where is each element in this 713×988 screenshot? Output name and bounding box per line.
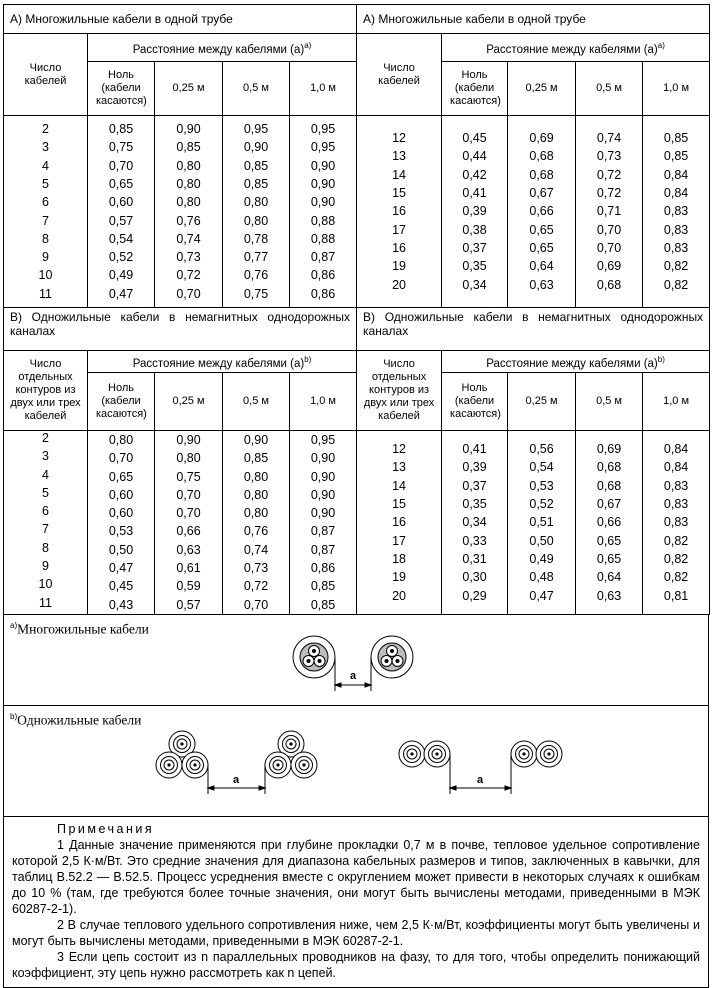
table-cell-value: 0,87: [310, 542, 336, 557]
table-cell-value: 0,56: [529, 442, 554, 457]
table-cell-value: 0,47: [108, 561, 134, 576]
col-zero-header: Ноль (кабели касаются): [442, 62, 508, 116]
notes-title: Примечания: [57, 821, 155, 836]
table-cell-value: 0,65: [529, 222, 554, 237]
table-cell-value: 0,86: [310, 561, 336, 576]
distance-header-text: Расстояние между кабелями (a): [132, 43, 305, 56]
table-cell-value: 0,75: [243, 286, 269, 301]
table-cell-value: 0,80: [176, 176, 201, 191]
table-cell-value: 0,85: [243, 451, 269, 466]
table-cell-value: 0,90: [310, 506, 336, 521]
table-cell-value: 0,67: [596, 497, 622, 512]
value-column-05: [223, 431, 290, 615]
table-cell-value: 0,86: [310, 268, 336, 283]
table-cell-value: 0,83: [663, 478, 689, 493]
footnote-ref-a: a): [304, 40, 312, 50]
table-cell-value: 0,90: [176, 122, 201, 137]
table-cell-value: 0,76: [176, 213, 201, 228]
table-cell-value: 0,37: [462, 240, 487, 255]
figure-multicore: [3, 615, 709, 706]
value-column-025: [155, 116, 223, 308]
table-cell-value: 0,85: [663, 131, 689, 146]
table-cell-value: 17: [392, 222, 406, 237]
note-2: 2 В случае теплового удельного сопротивления ниже, чем 2,5 К·м/Вт, коэффициенты могут быть увеличены и могут быть вычислены методами, приведенными в МЭК 60287-2-1.: [12, 917, 700, 948]
single-core-cable: [399, 741, 425, 767]
table-cell-value: 0,68: [596, 478, 622, 493]
table-cell-value: 0,90: [243, 433, 269, 447]
circuit-count-header-right: Число отдельных контуров из двух или трех кабелей: [357, 351, 442, 431]
table-cell-value: 0,85: [108, 122, 134, 137]
table-cell-value: 0,70: [596, 222, 622, 237]
distance-header-right: [442, 34, 710, 62]
table-cell-value: 0,83: [663, 515, 689, 530]
footnote-ref-b: b): [657, 354, 665, 364]
table-cell-value: 0,72: [176, 268, 201, 283]
table-cell-value: 0,65: [108, 469, 134, 484]
table-cell-value: 0,74: [176, 231, 201, 246]
table-cell-value: 5: [42, 176, 49, 191]
table-cell-value: 10: [38, 577, 53, 592]
table-cell-value: 0,83: [663, 497, 689, 512]
table-cell-value: 0,66: [176, 524, 201, 539]
table-cell-value: 0,47: [108, 286, 134, 301]
table-cell-value: 0,77: [243, 250, 269, 265]
table-cell-value: 0,88: [310, 231, 336, 246]
table-cell-value: 3: [42, 140, 49, 155]
col-025-header: 0,25 м: [508, 62, 576, 116]
circuit-count-column: [4, 431, 88, 615]
distance-header-text: Расстояние между кабелями (a): [132, 357, 305, 370]
table-cell-value: 0,80: [176, 195, 201, 210]
col-10-header: 1,0 м: [643, 373, 710, 431]
col-025-header: 0,25 м: [155, 62, 223, 116]
col-10-header: 1,0 м: [643, 62, 710, 116]
table-cell-value: 0,80: [243, 213, 269, 228]
table-cell-value: 0,74: [596, 131, 622, 146]
table-cell-value: 6: [42, 195, 49, 210]
table-cell-value: 0,54: [529, 460, 554, 475]
singlecore-cable-drawing: [4, 706, 708, 816]
section-a-title-left: А) Многожильные кабели в одной трубе: [4, 5, 357, 34]
table-cell-value: 14: [392, 478, 406, 493]
document-page: [3, 4, 709, 988]
table-cell-value: 0,65: [108, 176, 134, 191]
table-cell-value: 0,57: [108, 213, 134, 228]
col-025-header: 0,25 м: [155, 373, 223, 431]
table-cell-value: 0,39: [462, 204, 487, 219]
distance-header-left: [88, 34, 357, 62]
table-cell-value: 0,51: [529, 515, 554, 530]
table-cell-value: 0,29: [462, 588, 487, 603]
table-cell-value: 0,64: [529, 259, 554, 274]
table-cell-value: 0,63: [529, 277, 554, 292]
table-cell-value: 3: [42, 449, 49, 464]
value-column-10: [290, 116, 357, 308]
table-cell-value: 0,48: [529, 570, 554, 585]
table-cell-value: 0,70: [243, 597, 269, 612]
table-cell-value: 0,80: [176, 158, 201, 173]
table-cell-value: 4: [42, 467, 49, 482]
col-zero-header: Ноль (кабели касаются): [88, 373, 155, 431]
table-cell-value: 0,49: [108, 268, 134, 283]
table-cell-value: 16: [392, 240, 406, 255]
col-zero-header: Ноль (кабели касаются): [442, 373, 508, 431]
table-cell-value: 0,70: [108, 158, 134, 173]
table-cell-value: 0,35: [462, 497, 487, 512]
single-core-cable: [182, 752, 208, 778]
table-cell-value: 11: [39, 286, 52, 301]
table-cell-value: 0,78: [243, 231, 269, 246]
value-column-025: [508, 431, 576, 615]
table-cell-value: 0,42: [462, 167, 487, 182]
table-cell-value: 0,75: [176, 469, 201, 484]
table-cell-value: 13: [392, 149, 406, 164]
table-cell-value: 0,81: [663, 588, 689, 603]
table-cell-value: 16: [392, 204, 406, 219]
table-cell-value: 0,85: [310, 579, 336, 594]
table-cell-value: 6: [42, 504, 49, 519]
table-cell-value: 0,85: [176, 140, 201, 155]
table-cell-value: 16: [392, 515, 406, 530]
table-cell-value: 0,86: [310, 286, 336, 301]
table-cell-value: 0,95: [310, 140, 336, 155]
table-cell-value: 0,82: [663, 551, 689, 566]
table-cell-value: 0,90: [176, 433, 201, 447]
table-cell-value: 0,52: [108, 250, 134, 265]
table-cell-value: 0,70: [176, 487, 201, 502]
table-cell-value: 0,33: [462, 533, 487, 548]
circuit-count-header-left: Число отдельных контуров из двух или трех кабелей: [4, 351, 88, 431]
table-cell-value: 0,76: [243, 268, 269, 283]
table-cell-value: 0,87: [310, 250, 336, 265]
cable-count-header-right: Число кабелей: [357, 34, 442, 116]
distance-header-left: [88, 351, 357, 373]
single-core-cable: [424, 741, 450, 767]
table-cell-value: 0,95: [310, 122, 336, 137]
col-05-header: 0,5 м: [223, 62, 290, 116]
table-cell-value: 0,70: [108, 451, 134, 466]
table-cell-value: 0,69: [596, 442, 622, 457]
table-cell-value: 5: [42, 485, 49, 500]
table-cell-value: 0,85: [243, 158, 269, 173]
table-cell-value: 0,60: [108, 195, 134, 210]
table-cell-value: 0,80: [243, 487, 269, 502]
table-cell-value: 0,90: [310, 451, 336, 466]
table-cell-value: 0,95: [310, 433, 336, 447]
table-cell-value: 8: [42, 540, 49, 555]
table-cell-value: 0,37: [462, 478, 487, 493]
table-cell-value: 0,85: [243, 176, 269, 191]
table-cell-value: 0,85: [310, 597, 336, 612]
table-cell-value: 0,61: [176, 561, 201, 576]
table-cell-value: 0,70: [176, 286, 201, 301]
table-cell-value: 9: [42, 559, 49, 574]
table-cell-value: 0,31: [462, 551, 487, 566]
table-cell-value: 0,30: [462, 570, 487, 585]
table-cell-value: 4: [42, 158, 49, 173]
section-b-title-right: В) Одножильные кабели в немагнитных однодорожных каналах: [357, 308, 710, 351]
table-cell-value: 19: [392, 259, 406, 274]
table-cell-value: 0,49: [529, 551, 554, 566]
table-cell-value: 0,87: [310, 524, 336, 539]
single-core-cable: [511, 741, 537, 767]
table-cell-value: 0,67: [529, 186, 554, 201]
col-10-header: 1,0 м: [290, 373, 357, 431]
table-cell-value: 0,73: [596, 149, 622, 164]
col-05-header: 0,5 м: [576, 62, 643, 116]
table-cell-value: 0,95: [243, 122, 269, 137]
table-cell-value: 14: [392, 167, 406, 182]
table-cell-value: 0,65: [596, 533, 622, 548]
table-cell-value: 0,82: [663, 277, 689, 292]
dimension-label-a: a: [349, 669, 357, 682]
table-cell-value: 0,69: [596, 259, 622, 274]
table-cell-value: 0,84: [663, 442, 689, 457]
table-cell-value: 0,52: [529, 497, 554, 512]
table-cell-value: 0,53: [529, 478, 554, 493]
table-cell-value: 0,82: [663, 570, 689, 585]
table-cell-value: 7: [42, 213, 49, 228]
table-cell-value: 0,41: [462, 442, 487, 457]
dimension-label-a: a: [476, 773, 484, 786]
table-cell-value: 0,68: [596, 460, 622, 475]
value-column-10: [643, 116, 710, 308]
table-cell-value: 0,60: [108, 506, 134, 521]
table-cell-value: 0,44: [462, 149, 487, 164]
table-cell-value: 0,83: [663, 204, 689, 219]
table-cell-value: 0,39: [462, 460, 487, 475]
table-cell-value: 0,65: [596, 551, 622, 566]
table-cell-value: 0,76: [243, 524, 269, 539]
table-cell-value: 17: [392, 533, 406, 548]
circuit-count-column: [357, 431, 442, 615]
table-cell-value: 19: [392, 570, 406, 585]
table-cell-value: 0,34: [462, 277, 487, 292]
table-cell-value: 0,54: [108, 231, 134, 246]
table-cell-value: 12: [392, 442, 406, 457]
value-column-10: [290, 431, 357, 615]
single-core-cable: [265, 752, 291, 778]
table-cell-value: 0,68: [596, 277, 622, 292]
col-05-header: 0,5 м: [576, 373, 643, 431]
col-025-header: 0,25 м: [508, 373, 576, 431]
section-a-title-right: А) Многожильные кабели в одной трубе: [357, 5, 710, 34]
cable-count-column: [4, 116, 88, 308]
value-column-05: [576, 116, 643, 308]
distance-header-text: Расстояние между кабелями (a): [486, 43, 658, 56]
table-cell-value: 0,82: [663, 533, 689, 548]
figure-b-caption-text: Одножильные кабели: [17, 712, 142, 728]
table-cell-value: 0,82: [663, 259, 689, 274]
table-cell-value: 0,53: [108, 524, 134, 539]
figure-a-caption-text: Многожильные кабели: [17, 621, 149, 637]
table-cell-value: 0,41: [462, 186, 487, 201]
notes-block: [3, 817, 709, 988]
table-cell-value: 0,83: [663, 222, 689, 237]
footnote-ref-a: a): [657, 40, 665, 50]
value-column-05: [576, 431, 643, 615]
table-cell-value: 15: [392, 497, 406, 512]
table-cell-value: 0,70: [176, 506, 201, 521]
table-cell-value: 0,35: [462, 259, 487, 274]
table-cell-value: 0,73: [243, 561, 269, 576]
col-10-header: 1,0 м: [290, 62, 357, 116]
cable-count-column: [357, 116, 442, 308]
single-core-cable: [156, 752, 182, 778]
table-cell-value: 0,80: [243, 469, 269, 484]
table-cell-value: 0,72: [596, 186, 622, 201]
table-cell-value: 0,85: [663, 149, 689, 164]
table-cell-value: 20: [392, 277, 406, 292]
value-column-zero: [88, 431, 155, 615]
table-cell-value: 8: [42, 231, 49, 246]
table-section-a: [3, 4, 710, 615]
table-cell-value: 0,90: [310, 469, 336, 484]
table-cell-value: 0,90: [310, 195, 336, 210]
table-cell-value: 0,66: [596, 515, 622, 530]
table-cell-value: 0,70: [596, 240, 622, 255]
single-core-cable: [536, 741, 562, 767]
table-cell-value: 0,88: [310, 213, 336, 228]
table-cell-value: 0,45: [462, 131, 487, 146]
table-cell-value: 0,50: [108, 542, 134, 557]
table-cell-value: 0,84: [663, 460, 689, 475]
table-cell-value: 0,60: [108, 487, 134, 502]
multicore-cable-drawing: [4, 615, 708, 705]
table-cell-value: 0,68: [529, 149, 554, 164]
distance-header-right: [442, 351, 710, 373]
table-cell-value: 0,45: [108, 579, 134, 594]
table-cell-value: 0,84: [663, 167, 689, 182]
section-b-title-left: В) Одножильные кабели в немагнитных однодорожных каналах: [4, 308, 357, 351]
table-cell-value: 0,69: [529, 131, 554, 146]
table-cell-value: 20: [392, 588, 406, 603]
table-cell-value: 0,80: [243, 195, 269, 210]
table-cell-value: 0,80: [108, 433, 134, 447]
table-cell-value: 0,65: [529, 240, 554, 255]
table-cell-value: 7: [42, 522, 49, 537]
table-cell-value: 0,83: [663, 240, 689, 255]
table-cell-value: 18: [392, 551, 406, 566]
figure-singlecore: [3, 706, 709, 817]
table-cell-value: 0,66: [529, 204, 554, 219]
table-cell-value: 0,72: [596, 167, 622, 182]
value-column-10: [643, 431, 710, 615]
table-cell-value: 11: [39, 595, 52, 610]
table-cell-value: 10: [38, 268, 53, 283]
table-cell-value: 0,84: [663, 186, 689, 201]
value-column-025: [508, 116, 576, 308]
table-cell-value: 0,73: [176, 250, 201, 265]
single-core-cable: [291, 752, 317, 778]
table-cell-value: 0,47: [529, 588, 554, 603]
table-cell-value: 0,57: [176, 597, 201, 612]
table-cell-value: 0,59: [176, 579, 201, 594]
table-cell-value: 0,64: [596, 570, 622, 585]
table-cell-value: 0,38: [462, 222, 487, 237]
table-cell-value: 0,80: [176, 451, 201, 466]
table-cell-value: 13: [392, 460, 406, 475]
table-cell-value: 0,72: [243, 579, 269, 594]
footnote-b-marker: b): [10, 711, 18, 721]
note-3: 3 Если цепь состоит из n параллельных проводников на фазу, то для того, чтобы определить понижающий коэффициент, эту цепь нужно рассмотреть как n цепей.: [12, 949, 700, 980]
table-cell-value: 9: [42, 250, 49, 265]
value-column-zero: [442, 116, 508, 308]
footnote-ref-b: b): [304, 354, 312, 364]
distance-header-text: Расстояние между кабелями (a): [486, 357, 658, 370]
value-column-05: [223, 116, 290, 308]
col-zero-header: Ноль (кабели касаются): [88, 62, 155, 116]
table-cell-value: 0,34: [462, 515, 487, 530]
table-cell-value: 2: [42, 431, 49, 445]
col-05-header: 0,5 м: [223, 373, 290, 431]
table-cell-value: 0,68: [529, 167, 554, 182]
table-cell-value: 15: [392, 186, 406, 201]
value-column-zero: [88, 116, 155, 308]
table-cell-value: 12: [392, 131, 406, 146]
table-cell-value: 0,50: [529, 533, 554, 548]
dimension-label-a: a: [232, 773, 240, 786]
table-cell-value: 0,63: [176, 542, 201, 557]
table-cell-value: 0,90: [310, 487, 336, 502]
value-column-zero: [442, 431, 508, 615]
table-cell-value: 0,90: [310, 176, 336, 191]
note-1: 1 Данные значение применяются при глубине прокладки 0,7 м в почве, тепловое удельное сопротивление которой 2,5 К·м/Вт. Это средние значения для диапазона кабельных размеров и типов, заключенных в кавычки, для таблиц В.52.2 — В.52.5. Процесс усреднения вместе с округлением может привести в некоторых случаях к ошибкам до 10 % (там, где требуются более точные значения, они могут быть вычислены методами, приведенными в МЭК 60287-2-1).: [12, 837, 700, 916]
table-cell-value: 0,90: [243, 140, 269, 155]
table-cell-value: 0,80: [243, 506, 269, 521]
table-cell-value: 0,90: [310, 158, 336, 173]
table-cell-value: 0,75: [108, 140, 134, 155]
table-cell-value: 2: [42, 122, 49, 137]
table-cell-value: 0,74: [243, 542, 269, 557]
table-cell-value: 0,71: [596, 204, 622, 219]
footnote-a-marker: a): [10, 620, 18, 630]
table-cell-value: 0,43: [108, 597, 134, 612]
value-column-025: [155, 431, 223, 615]
cable-count-header-left: Число кабелей: [4, 34, 88, 116]
table-cell-value: 0,63: [596, 588, 622, 603]
